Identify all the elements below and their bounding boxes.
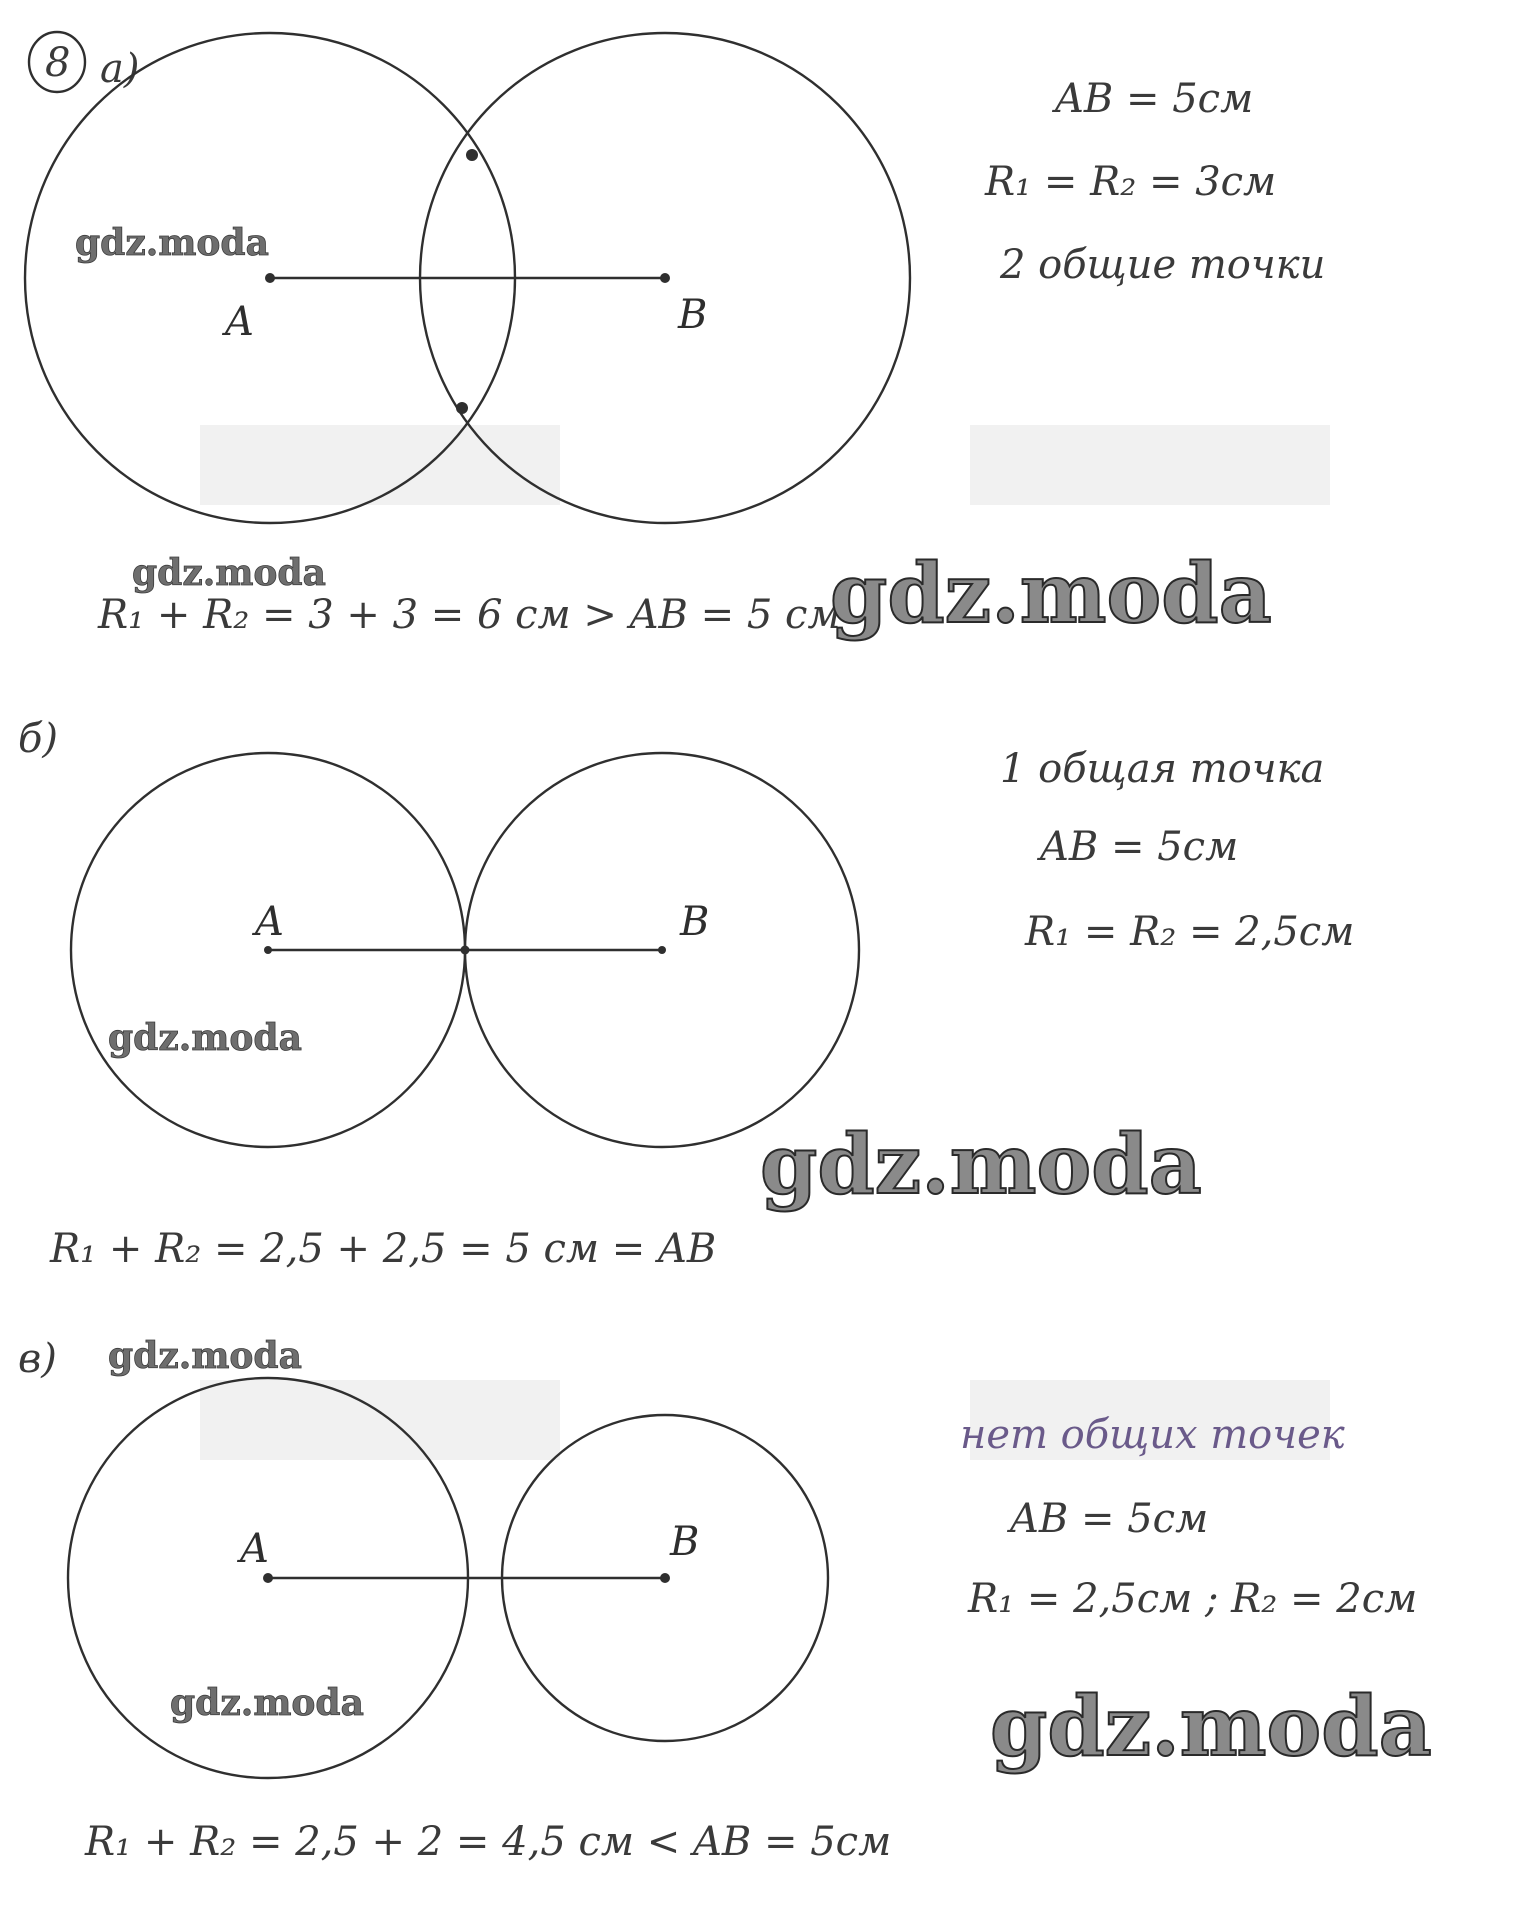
point-b-dot xyxy=(658,946,666,954)
note-radii: R₁ = R₂ = 3см xyxy=(985,159,1277,205)
part-b xyxy=(18,716,1354,1272)
watermark-large: gdz.moda xyxy=(990,1679,1432,1775)
watermark-large: gdz.moda xyxy=(760,1117,1202,1213)
point-b-label: B xyxy=(678,292,708,338)
equation-b: R₁ + R₂ = 2,5 + 2,5 = 5 см = AB xyxy=(50,1226,717,1272)
note-radii: R₁ = 2,5см ; R₂ = 2см xyxy=(968,1576,1418,1622)
note-ab: AB = 5см xyxy=(1010,1496,1209,1542)
note-common-points: 1 общая точка xyxy=(1000,746,1325,792)
point-a-label: A xyxy=(255,899,284,945)
part-c-label: в) xyxy=(18,1336,57,1382)
part-a-label: а) xyxy=(100,46,140,92)
part-a xyxy=(25,33,1325,642)
ghost-mark xyxy=(200,1380,560,1460)
point-a-label: A xyxy=(225,299,254,345)
point-a-dot xyxy=(263,1573,273,1583)
point-b-label: B xyxy=(670,1519,700,1565)
point-b-dot xyxy=(660,1573,670,1583)
point-a-label: A xyxy=(240,1526,269,1572)
equation-c: R₁ + R₂ = 2,5 + 2 = 4,5 см < AB = 5см xyxy=(85,1819,892,1865)
point-a-dot xyxy=(265,273,275,283)
note-radii: R₁ = R₂ = 2,5см xyxy=(1025,909,1355,955)
watermark: gdz.moda xyxy=(75,222,269,264)
equation-a: R₁ + R₂ = 3 + 3 = 6 см > AB = 5 см xyxy=(98,592,841,638)
note-ab: AB = 5см xyxy=(1040,824,1239,870)
note-common-points: нет общих точек xyxy=(960,1412,1345,1458)
watermark-large: gdz.moda xyxy=(830,546,1272,642)
intersection-dot-bottom xyxy=(456,402,468,414)
watermark: gdz.moda xyxy=(108,1335,302,1377)
point-b-dot xyxy=(660,273,670,283)
point-b-label: B xyxy=(680,899,710,945)
watermark: gdz.moda xyxy=(108,1017,302,1059)
point-a-dot xyxy=(264,946,272,954)
problem-number: 8 xyxy=(45,40,71,86)
intersection-dot-top xyxy=(466,149,478,161)
ghost-mark xyxy=(970,425,1330,505)
watermark: gdz.moda xyxy=(170,1682,364,1724)
note-common-points: 2 общие точки xyxy=(1000,242,1326,288)
watermark: gdz.moda xyxy=(132,552,326,594)
part-b-label: б) xyxy=(18,716,59,762)
note-ab: AB = 5см xyxy=(1055,76,1254,122)
tangent-point-dot xyxy=(461,946,470,955)
